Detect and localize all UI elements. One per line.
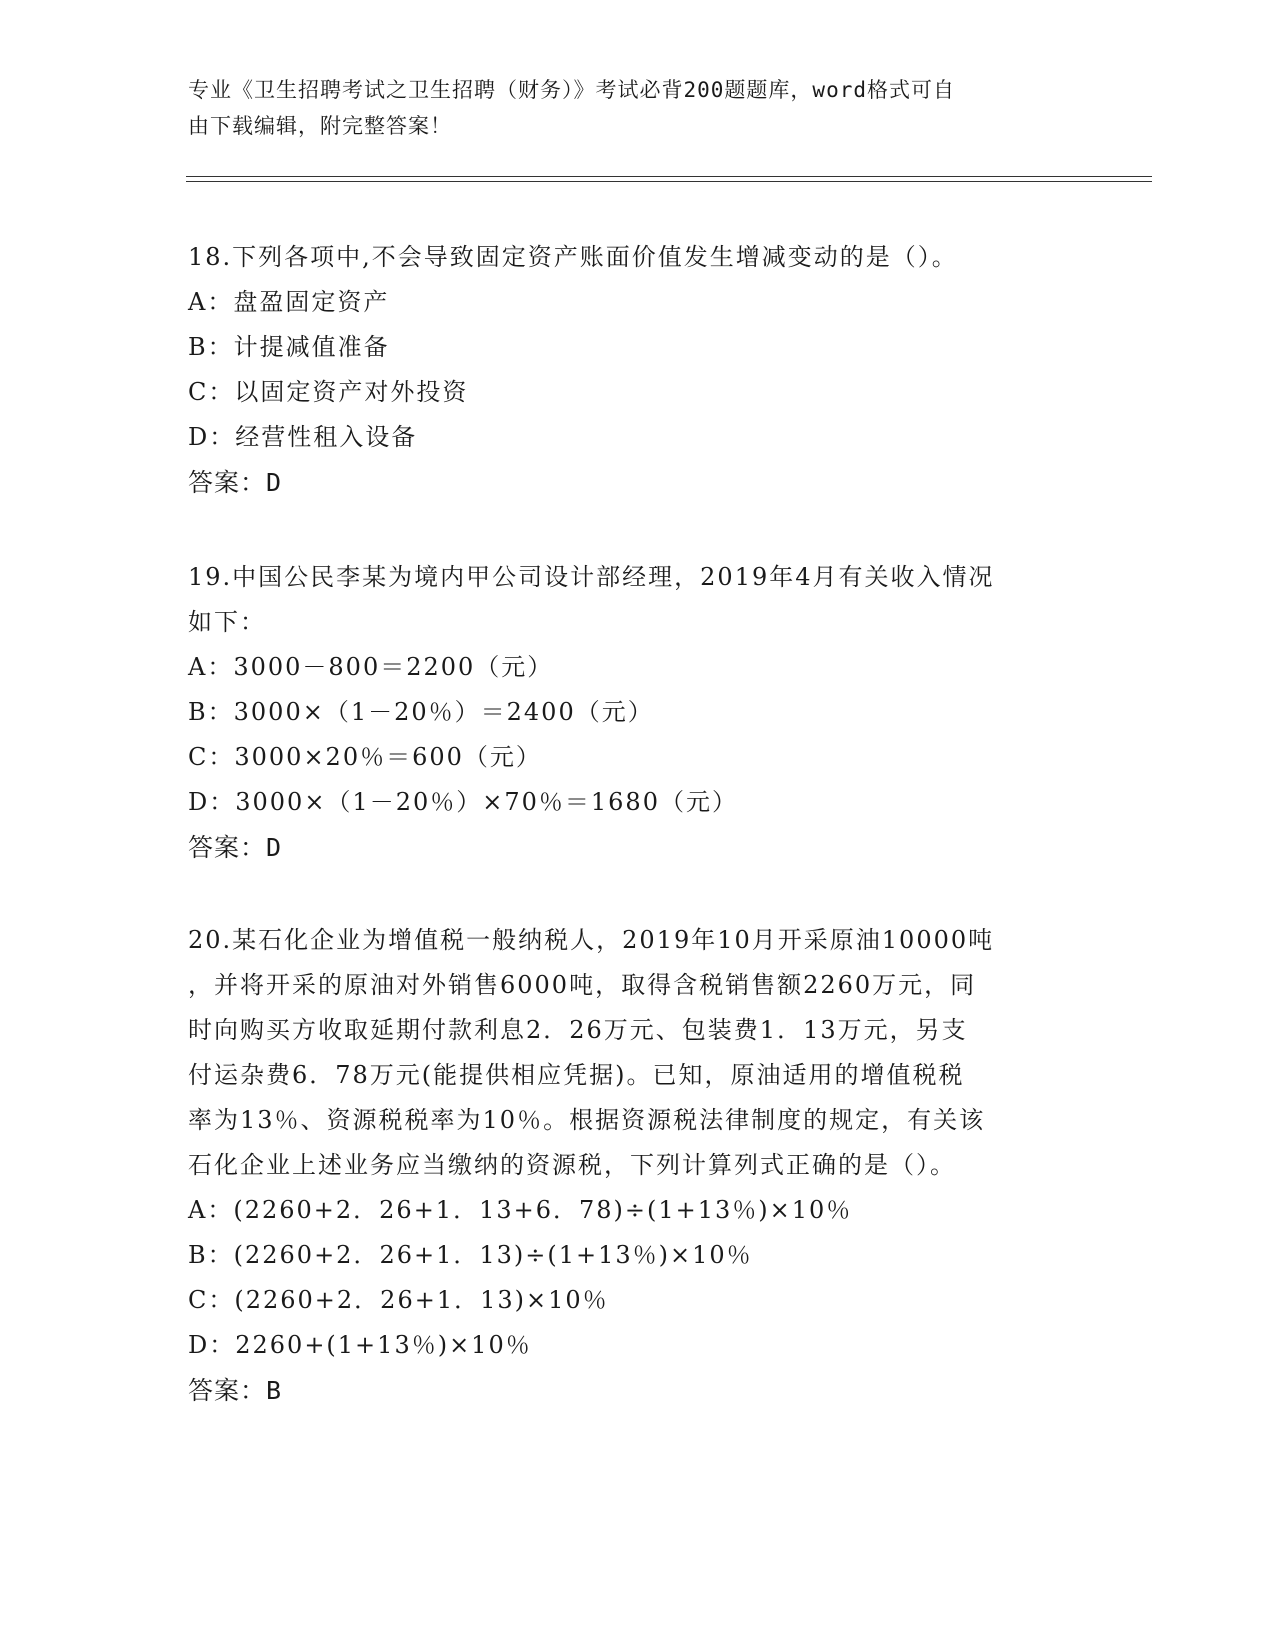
answer-line: 答案：B — [188, 1376, 283, 1405]
option-c: C：以固定资产对外投资 — [188, 378, 469, 406]
question-stem: 19.中国公民李某为境内甲公司设计部经理，2019年4月有关收入情况 — [188, 563, 995, 591]
option-a: A：(2260+2．26+1．13+6．78)÷(1+13％)×10％ — [188, 1196, 853, 1224]
question-18 — [188, 235, 1088, 505]
document-header — [188, 72, 1068, 144]
question-stem: 18.下列各项中,不会导致固定资产账面价值发生增减变动的是（）。 — [188, 243, 958, 271]
header-line-2: 由下载编辑，附完整答案！ — [188, 114, 452, 138]
option-c: C：(2260+2．26+1．13)×10％ — [188, 1286, 609, 1314]
header-divider-top — [186, 176, 1152, 177]
option-d: D：经营性租入设备 — [188, 423, 418, 451]
option-b: B：计提减值准备 — [188, 333, 390, 361]
option-c: C：3000×20％＝600（元） — [188, 743, 542, 771]
question-20 — [188, 918, 1088, 1413]
option-d: D：2260+(1+13％)×10％ — [188, 1331, 532, 1359]
question-stem: 20.某石化企业为增值税一般纳税人，2019年10月开采原油10000吨 — [188, 926, 995, 954]
question-stem: 如下： — [188, 608, 266, 636]
question-stem: 石化企业上述业务应当缴纳的资源税，下列计算列式正确的是（）。 — [188, 1151, 956, 1179]
option-a: A：盘盈固定资产 — [188, 288, 390, 316]
option-b: B：(2260+2．26+1．13)÷(1+13％)×10％ — [188, 1241, 753, 1269]
answer-line: 答案：D — [188, 833, 283, 862]
answer-line: 答案：D — [188, 468, 283, 497]
header-line-1: 专业《卫生招聘考试之卫生招聘（财务）》考试必背200题题库，word格式可自 — [188, 78, 955, 102]
question-stem: 时向购买方收取延期付款利息2．26万元、包装费1．13万元，另支 — [188, 1016, 968, 1044]
question-stem: ，并将开采的原油对外销售6000吨，取得含税销售额2260万元，同 — [188, 971, 977, 999]
question-stem: 率为13％、资源税税率为10％。根据资源税法律制度的规定，有关该 — [188, 1106, 986, 1134]
question-19 — [188, 555, 1088, 870]
option-b: B：3000×（1－20％）＝2400（元） — [188, 698, 654, 726]
option-d: D：3000×（1－20％）×70％＝1680（元） — [188, 788, 738, 816]
header-divider-bottom — [186, 181, 1152, 182]
option-a: A：3000－800＝2200（元） — [188, 653, 554, 681]
question-stem: 付运杂费6．78万元(能提供相应凭据)。已知，原油适用的增值税税 — [188, 1061, 965, 1089]
